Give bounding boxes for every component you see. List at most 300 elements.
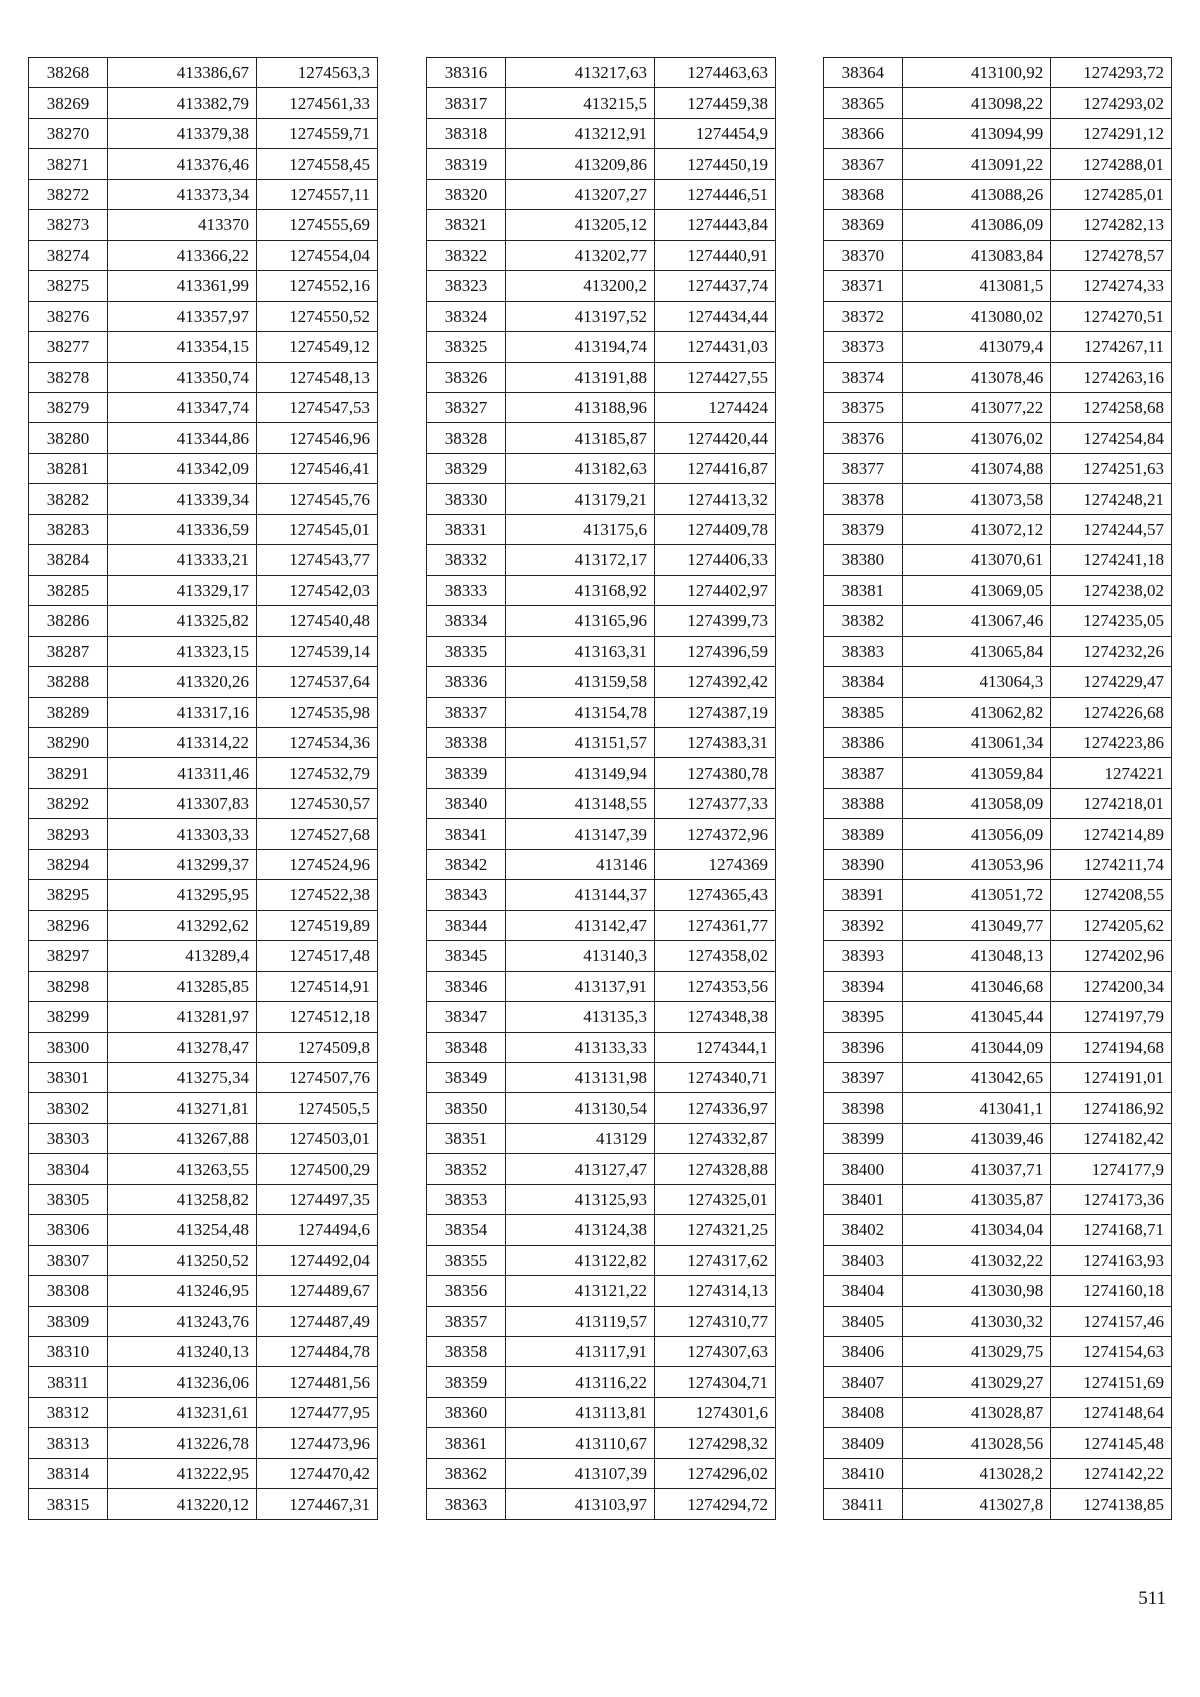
x-coordinate-cell: 413366,22: [108, 240, 257, 270]
table-row: [29, 301, 378, 331]
table-row: [824, 606, 1172, 636]
point-id-cell: 38394: [824, 971, 903, 1001]
table-row: [29, 149, 378, 179]
x-coordinate-cell: 413179,21: [506, 484, 655, 514]
table-row: [427, 58, 776, 88]
point-id-cell: 38408: [824, 1397, 903, 1427]
y-coordinate-cell: 1274377,33: [655, 788, 776, 818]
coordinate-tables: [28, 57, 1172, 1567]
y-coordinate-cell: 1274547,53: [257, 392, 378, 422]
point-id-cell: 38351: [427, 1123, 506, 1153]
y-coordinate-cell: 1274332,87: [655, 1123, 776, 1153]
point-id-cell: 38284: [29, 545, 108, 575]
y-coordinate-cell: 1274202,96: [1051, 941, 1172, 971]
x-coordinate-cell: 413303,33: [108, 819, 257, 849]
table-row: [824, 514, 1172, 544]
coordinate-table-3: [823, 57, 1172, 1520]
x-coordinate-cell: 413240,13: [108, 1337, 257, 1367]
table-row: [29, 758, 378, 788]
y-coordinate-cell: 1274392,42: [655, 667, 776, 697]
point-id-cell: 38327: [427, 392, 506, 422]
x-coordinate-cell: 413070,61: [902, 545, 1050, 575]
y-coordinate-cell: 1274473,96: [257, 1428, 378, 1458]
table-row: [824, 1306, 1172, 1336]
point-id-cell: 38389: [824, 819, 903, 849]
y-coordinate-cell: 1274307,63: [655, 1337, 776, 1367]
x-coordinate-cell: 413053,96: [902, 849, 1050, 879]
table-row: [29, 1337, 378, 1367]
x-coordinate-cell: 413078,46: [902, 362, 1050, 392]
table-row: [824, 1337, 1172, 1367]
y-coordinate-cell: 1274244,57: [1051, 514, 1172, 544]
y-coordinate-cell: 1274263,16: [1051, 362, 1172, 392]
y-coordinate-cell: 1274548,13: [257, 362, 378, 392]
x-coordinate-cell: 413119,57: [506, 1306, 655, 1336]
table-row: [427, 271, 776, 301]
table-row: [29, 606, 378, 636]
y-coordinate-cell: 1274497,35: [257, 1184, 378, 1214]
point-id-cell: 38367: [824, 149, 903, 179]
table-row: [427, 727, 776, 757]
x-coordinate-cell: 413046,68: [902, 971, 1050, 1001]
y-coordinate-cell: 1274467,31: [257, 1489, 378, 1519]
y-coordinate-cell: 1274235,05: [1051, 606, 1172, 636]
point-id-cell: 38393: [824, 941, 903, 971]
x-coordinate-cell: 413125,93: [506, 1184, 655, 1214]
point-id-cell: 38312: [29, 1397, 108, 1427]
point-id-cell: 38301: [29, 1062, 108, 1092]
point-id-cell: 38272: [29, 179, 108, 209]
x-coordinate-cell: 413067,46: [902, 606, 1050, 636]
x-coordinate-cell: 413121,22: [506, 1276, 655, 1306]
point-id-cell: 38352: [427, 1154, 506, 1184]
point-id-cell: 38377: [824, 453, 903, 483]
y-coordinate-cell: 1274254,84: [1051, 423, 1172, 453]
table-row: [824, 819, 1172, 849]
table-row: [29, 727, 378, 757]
table-row: [29, 697, 378, 727]
table-row: [824, 179, 1172, 209]
table-row: [427, 332, 776, 362]
x-coordinate-cell: 413107,39: [506, 1458, 655, 1488]
x-coordinate-cell: 413373,34: [108, 179, 257, 209]
point-id-cell: 38322: [427, 240, 506, 270]
x-coordinate-cell: 413073,58: [902, 484, 1050, 514]
point-id-cell: 38398: [824, 1093, 903, 1123]
point-id-cell: 38364: [824, 58, 903, 88]
x-coordinate-cell: 413129: [506, 1123, 655, 1153]
table-row: [427, 941, 776, 971]
point-id-cell: 38329: [427, 453, 506, 483]
y-coordinate-cell: 1274294,72: [655, 1489, 776, 1519]
point-id-cell: 38396: [824, 1032, 903, 1062]
point-id-cell: 38384: [824, 667, 903, 697]
point-id-cell: 38411: [824, 1489, 903, 1519]
y-coordinate-cell: 1274365,43: [655, 880, 776, 910]
point-id-cell: 38348: [427, 1032, 506, 1062]
point-id-cell: 38355: [427, 1245, 506, 1275]
table-row: [427, 423, 776, 453]
point-id-cell: 38318: [427, 118, 506, 148]
y-coordinate-cell: 1274434,44: [655, 301, 776, 331]
point-id-cell: 38325: [427, 332, 506, 362]
x-coordinate-cell: 413314,22: [108, 727, 257, 757]
point-id-cell: 38321: [427, 210, 506, 240]
table-row: [29, 1154, 378, 1184]
table-row: [29, 910, 378, 940]
table-row: [824, 1489, 1172, 1519]
x-coordinate-cell: 413056,09: [902, 819, 1050, 849]
x-coordinate-cell: 413317,16: [108, 697, 257, 727]
table-row: [824, 1367, 1172, 1397]
x-coordinate-cell: 413065,84: [902, 636, 1050, 666]
point-id-cell: 38307: [29, 1245, 108, 1275]
y-coordinate-cell: 1274226,68: [1051, 697, 1172, 727]
y-coordinate-cell: 1274440,91: [655, 240, 776, 270]
x-coordinate-cell: 413212,91: [506, 118, 655, 148]
x-coordinate-cell: 413197,52: [506, 301, 655, 331]
y-coordinate-cell: 1274285,01: [1051, 179, 1172, 209]
x-coordinate-cell: 413148,55: [506, 788, 655, 818]
table-row: [427, 849, 776, 879]
point-id-cell: 38390: [824, 849, 903, 879]
y-coordinate-cell: 1274416,87: [655, 453, 776, 483]
point-id-cell: 38288: [29, 667, 108, 697]
table-row: [427, 210, 776, 240]
x-coordinate-cell: 413029,75: [902, 1337, 1050, 1367]
y-coordinate-cell: 1274288,01: [1051, 149, 1172, 179]
x-coordinate-cell: 413083,84: [902, 240, 1050, 270]
table-row: [427, 1215, 776, 1245]
table-row: [427, 88, 776, 118]
point-id-cell: 38286: [29, 606, 108, 636]
table-row: [427, 697, 776, 727]
point-id-cell: 38343: [427, 880, 506, 910]
x-coordinate-cell: 413081,5: [902, 271, 1050, 301]
y-coordinate-cell: 1274399,73: [655, 606, 776, 636]
x-coordinate-cell: 413320,26: [108, 667, 257, 697]
y-coordinate-cell: 1274517,48: [257, 941, 378, 971]
table-row: [427, 1397, 776, 1427]
table-row: [29, 1093, 378, 1123]
y-coordinate-cell: 1274545,01: [257, 514, 378, 544]
x-coordinate-cell: 413051,72: [902, 880, 1050, 910]
y-coordinate-cell: 1274214,89: [1051, 819, 1172, 849]
table-row: [29, 880, 378, 910]
table-row: [29, 1215, 378, 1245]
table-row: [824, 1276, 1172, 1306]
point-id-cell: 38338: [427, 727, 506, 757]
point-id-cell: 38347: [427, 1002, 506, 1032]
x-coordinate-cell: 413069,05: [902, 575, 1050, 605]
point-id-cell: 38328: [427, 423, 506, 453]
y-coordinate-cell: 1274336,97: [655, 1093, 776, 1123]
point-id-cell: 38277: [29, 332, 108, 362]
y-coordinate-cell: 1274402,97: [655, 575, 776, 605]
point-id-cell: 38357: [427, 1306, 506, 1336]
table-row: [427, 788, 776, 818]
point-id-cell: 38383: [824, 636, 903, 666]
y-coordinate-cell: 1274437,74: [655, 271, 776, 301]
x-coordinate-cell: 413163,31: [506, 636, 655, 666]
y-coordinate-cell: 1274238,02: [1051, 575, 1172, 605]
table-row: [427, 514, 776, 544]
table-row: [29, 1123, 378, 1153]
point-id-cell: 38291: [29, 758, 108, 788]
y-coordinate-cell: 1274145,48: [1051, 1428, 1172, 1458]
table-row: [427, 1093, 776, 1123]
x-coordinate-cell: 413110,67: [506, 1428, 655, 1458]
y-coordinate-cell: 1274142,22: [1051, 1458, 1172, 1488]
x-coordinate-cell: 413088,26: [902, 179, 1050, 209]
table-row: [29, 1428, 378, 1458]
table-row: [29, 667, 378, 697]
x-coordinate-cell: 413030,32: [902, 1306, 1050, 1336]
table-row: [427, 758, 776, 788]
x-coordinate-cell: 413336,59: [108, 514, 257, 544]
table-row: [29, 179, 378, 209]
y-coordinate-cell: 1274232,26: [1051, 636, 1172, 666]
table-row: [29, 484, 378, 514]
x-coordinate-cell: 413072,12: [902, 514, 1050, 544]
table-row: [427, 636, 776, 666]
table-row: [427, 1489, 776, 1519]
point-id-cell: 38409: [824, 1428, 903, 1458]
x-coordinate-cell: 413142,47: [506, 910, 655, 940]
point-id-cell: 38268: [29, 58, 108, 88]
y-coordinate-cell: 1274550,52: [257, 301, 378, 331]
point-id-cell: 38271: [29, 149, 108, 179]
point-id-cell: 38399: [824, 1123, 903, 1153]
x-coordinate-cell: 413133,33: [506, 1032, 655, 1062]
x-coordinate-cell: 413098,22: [902, 88, 1050, 118]
table-row: [427, 149, 776, 179]
y-coordinate-cell: 1274258,68: [1051, 392, 1172, 422]
point-id-cell: 38279: [29, 392, 108, 422]
point-id-cell: 38379: [824, 514, 903, 544]
x-coordinate-cell: 413185,87: [506, 423, 655, 453]
point-id-cell: 38395: [824, 1002, 903, 1032]
table-row: [427, 971, 776, 1001]
point-id-cell: 38303: [29, 1123, 108, 1153]
table-row: [824, 1154, 1172, 1184]
x-coordinate-cell: 413076,02: [902, 423, 1050, 453]
point-id-cell: 38285: [29, 575, 108, 605]
x-coordinate-cell: 413258,82: [108, 1184, 257, 1214]
x-coordinate-cell: 413147,39: [506, 819, 655, 849]
y-coordinate-cell: 1274542,03: [257, 575, 378, 605]
table-row: [824, 149, 1172, 179]
point-id-cell: 38305: [29, 1184, 108, 1214]
x-coordinate-cell: 413333,21: [108, 545, 257, 575]
point-id-cell: 38274: [29, 240, 108, 270]
y-coordinate-cell: 1274321,25: [655, 1215, 776, 1245]
point-id-cell: 38361: [427, 1428, 506, 1458]
point-id-cell: 38370: [824, 240, 903, 270]
x-coordinate-cell: 413048,13: [902, 941, 1050, 971]
point-id-cell: 38330: [427, 484, 506, 514]
y-coordinate-cell: 1274546,41: [257, 453, 378, 483]
coordinate-table-2: [426, 57, 776, 1520]
point-id-cell: 38335: [427, 636, 506, 666]
table-row: [427, 179, 776, 209]
point-id-cell: 38334: [427, 606, 506, 636]
x-coordinate-cell: 413117,91: [506, 1337, 655, 1367]
point-id-cell: 38292: [29, 788, 108, 818]
table-row: [427, 1428, 776, 1458]
table-row: [29, 88, 378, 118]
y-coordinate-cell: 1274163,93: [1051, 1245, 1172, 1275]
y-coordinate-cell: 1274317,62: [655, 1245, 776, 1275]
table-row: [427, 667, 776, 697]
point-id-cell: 38344: [427, 910, 506, 940]
x-coordinate-cell: 413182,63: [506, 453, 655, 483]
table-row: [29, 636, 378, 666]
point-id-cell: 38298: [29, 971, 108, 1001]
table-row: [824, 1458, 1172, 1488]
table-row: [824, 941, 1172, 971]
table-row: [824, 332, 1172, 362]
table-row: [824, 1123, 1172, 1153]
x-coordinate-cell: 413342,09: [108, 453, 257, 483]
x-coordinate-cell: 413037,71: [902, 1154, 1050, 1184]
point-id-cell: 38363: [427, 1489, 506, 1519]
y-coordinate-cell: 1274477,95: [257, 1397, 378, 1427]
y-coordinate-cell: 1274424: [655, 392, 776, 422]
x-coordinate-cell: 413131,98: [506, 1062, 655, 1092]
y-coordinate-cell: 1274138,85: [1051, 1489, 1172, 1519]
y-coordinate-cell: 1274540,48: [257, 606, 378, 636]
table-row: [824, 910, 1172, 940]
y-coordinate-cell: 1274310,77: [655, 1306, 776, 1336]
y-coordinate-cell: 1274372,96: [655, 819, 776, 849]
point-id-cell: 38324: [427, 301, 506, 331]
y-coordinate-cell: 1274157,46: [1051, 1306, 1172, 1336]
table-row: [824, 240, 1172, 270]
table-row: [824, 667, 1172, 697]
y-coordinate-cell: 1274218,01: [1051, 788, 1172, 818]
point-id-cell: 38308: [29, 1276, 108, 1306]
x-coordinate-cell: 413130,54: [506, 1093, 655, 1123]
point-id-cell: 38353: [427, 1184, 506, 1214]
y-coordinate-cell: 1274293,72: [1051, 58, 1172, 88]
point-id-cell: 38311: [29, 1367, 108, 1397]
x-coordinate-cell: 413281,97: [108, 1002, 257, 1032]
point-id-cell: 38314: [29, 1458, 108, 1488]
table-row: [29, 1397, 378, 1427]
coordinate-table-1: [28, 57, 378, 1520]
y-coordinate-cell: 1274223,86: [1051, 727, 1172, 757]
table-row: [29, 575, 378, 605]
y-coordinate-cell: 1274549,12: [257, 332, 378, 362]
x-coordinate-cell: 413344,86: [108, 423, 257, 453]
table-row: [824, 880, 1172, 910]
x-coordinate-cell: 413379,38: [108, 118, 257, 148]
y-coordinate-cell: 1274552,16: [257, 271, 378, 301]
table-row: [29, 1032, 378, 1062]
x-coordinate-cell: 413347,74: [108, 392, 257, 422]
x-coordinate-cell: 413376,46: [108, 149, 257, 179]
point-id-cell: 38280: [29, 423, 108, 453]
y-coordinate-cell: 1274168,71: [1051, 1215, 1172, 1245]
x-coordinate-cell: 413154,78: [506, 697, 655, 727]
y-coordinate-cell: 1274524,96: [257, 849, 378, 879]
x-coordinate-cell: 413064,3: [902, 667, 1050, 697]
table-row: [427, 575, 776, 605]
y-coordinate-cell: 1274353,56: [655, 971, 776, 1001]
table-row: [29, 971, 378, 1001]
x-coordinate-cell: 413292,62: [108, 910, 257, 940]
x-coordinate-cell: 413226,78: [108, 1428, 257, 1458]
y-coordinate-cell: 1274148,64: [1051, 1397, 1172, 1427]
x-coordinate-cell: 413124,38: [506, 1215, 655, 1245]
y-coordinate-cell: 1274274,33: [1051, 271, 1172, 301]
point-id-cell: 38282: [29, 484, 108, 514]
table-row: [824, 423, 1172, 453]
y-coordinate-cell: 1274409,78: [655, 514, 776, 544]
y-coordinate-cell: 1274555,69: [257, 210, 378, 240]
y-coordinate-cell: 1274301,6: [655, 1397, 776, 1427]
point-id-cell: 38386: [824, 727, 903, 757]
table-row: [427, 1032, 776, 1062]
point-id-cell: 38359: [427, 1367, 506, 1397]
x-coordinate-cell: 413250,52: [108, 1245, 257, 1275]
table-row: [824, 1184, 1172, 1214]
point-id-cell: 38336: [427, 667, 506, 697]
table-row: [29, 271, 378, 301]
x-coordinate-cell: 413207,27: [506, 179, 655, 209]
x-coordinate-cell: 413271,81: [108, 1093, 257, 1123]
x-coordinate-cell: 413034,04: [902, 1215, 1050, 1245]
table-row: [427, 1306, 776, 1336]
x-coordinate-cell: 413028,56: [902, 1428, 1050, 1458]
point-id-cell: 38276: [29, 301, 108, 331]
y-coordinate-cell: 1274431,03: [655, 332, 776, 362]
point-id-cell: 38283: [29, 514, 108, 544]
y-coordinate-cell: 1274446,51: [655, 179, 776, 209]
y-coordinate-cell: 1274484,78: [257, 1337, 378, 1367]
point-id-cell: 38354: [427, 1215, 506, 1245]
y-coordinate-cell: 1274413,32: [655, 484, 776, 514]
x-coordinate-cell: 413354,15: [108, 332, 257, 362]
table-row: [29, 240, 378, 270]
table-row: [427, 392, 776, 422]
y-coordinate-cell: 1274543,77: [257, 545, 378, 575]
point-id-cell: 38275: [29, 271, 108, 301]
y-coordinate-cell: 1274340,71: [655, 1062, 776, 1092]
x-coordinate-cell: 413295,95: [108, 880, 257, 910]
y-coordinate-cell: 1274211,74: [1051, 849, 1172, 879]
y-coordinate-cell: 1274539,14: [257, 636, 378, 666]
y-coordinate-cell: 1274248,21: [1051, 484, 1172, 514]
table-row: [824, 1032, 1172, 1062]
y-coordinate-cell: 1274328,88: [655, 1154, 776, 1184]
y-coordinate-cell: 1274527,68: [257, 819, 378, 849]
point-id-cell: 38273: [29, 210, 108, 240]
x-coordinate-cell: 413215,5: [506, 88, 655, 118]
table-row: [427, 1154, 776, 1184]
point-id-cell: 38269: [29, 88, 108, 118]
x-coordinate-cell: 413113,81: [506, 1397, 655, 1427]
x-coordinate-cell: 413361,99: [108, 271, 257, 301]
x-coordinate-cell: 413386,67: [108, 58, 257, 88]
x-coordinate-cell: 413149,94: [506, 758, 655, 788]
y-coordinate-cell: 1274278,57: [1051, 240, 1172, 270]
x-coordinate-cell: 413205,12: [506, 210, 655, 240]
x-coordinate-cell: 413062,82: [902, 697, 1050, 727]
y-coordinate-cell: 1274443,84: [655, 210, 776, 240]
y-coordinate-cell: 1274369: [655, 849, 776, 879]
